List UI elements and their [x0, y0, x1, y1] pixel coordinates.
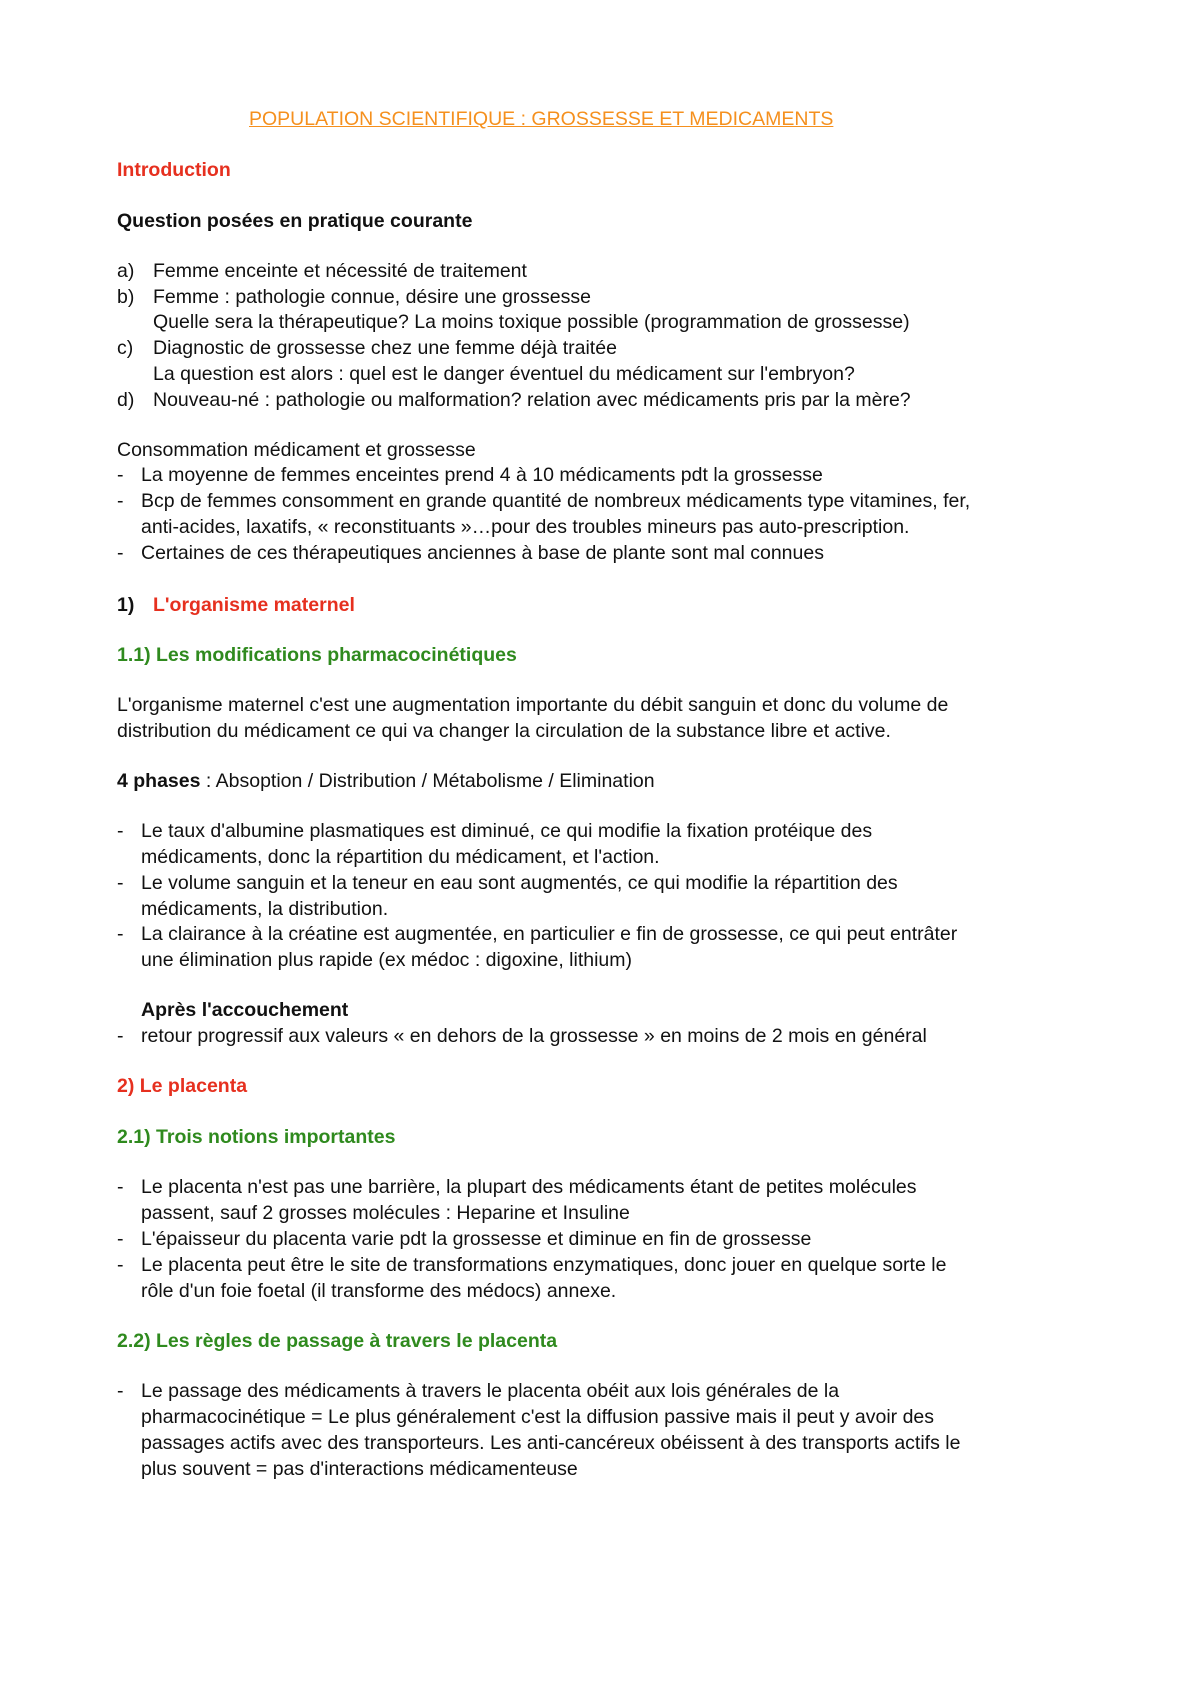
phases-label: 4 phases: [117, 770, 201, 792]
list-item: La clairance à la créatine est augmentée, en particulier e fin de grossesse, ce qui peut entrâter: [141, 923, 958, 945]
section1-number: 1): [117, 594, 135, 616]
bullet-marker: -: [117, 820, 124, 842]
section2-heading: 2) Le placenta: [117, 1075, 248, 1097]
list-item: Le taux d'albumine plasmatiques est diminué, ce qui modifie la fixation protéique des: [141, 820, 873, 842]
bullet-marker: -: [117, 542, 124, 564]
list-item-continuation: Quelle sera la thérapeutique? La moins toxique possible (programmation de grossesse): [153, 311, 910, 333]
list-item: Le placenta peut être le site de transformations enzymatiques, donc jouer en quelque sorte le: [141, 1254, 947, 1276]
section2-1-heading: 2.1) Trois notions importantes: [117, 1126, 396, 1148]
bullet-marker: -: [117, 1228, 124, 1250]
bullet-marker: -: [117, 923, 124, 945]
list-marker: d): [117, 389, 135, 411]
list-item: Femme : pathologie connue, désire une grossesse: [153, 286, 591, 308]
bullet-marker: -: [117, 490, 124, 512]
section2-2-heading: 2.2) Les règles de passage à travers le placenta: [117, 1330, 558, 1352]
list-item: retour progressif aux valeurs « en dehors de la grossesse » en moins de 2 mois en général: [141, 1025, 927, 1047]
list-item: Diagnostic de grossesse chez une femme déjà traitée: [153, 337, 617, 359]
bullet-marker: -: [117, 1025, 124, 1047]
list-item-continuation: médicaments, donc la répartition du médicament, et l'action.: [141, 846, 660, 868]
bullet-marker: -: [117, 1380, 124, 1402]
list-item: Bcp de femmes consomment en grande quantité de nombreux médicaments type vitamines, fer,: [141, 490, 971, 512]
list-item: Certaines de ces thérapeutiques anciennes à base de plante sont mal connues: [141, 542, 824, 564]
section1-1-heading: 1.1) Les modifications pharmacocinétiques: [117, 644, 517, 666]
list-marker: b): [117, 286, 135, 308]
document-title: POPULATION SCIENTIFIQUE : GROSSESSE ET MEDICAMENTS: [249, 108, 834, 130]
after-birth-heading: Après l'accouchement: [141, 999, 349, 1021]
questions-heading: Question posées en pratique courante: [117, 210, 473, 232]
list-item-continuation: rôle d'un foie foetal (il transforme des médocs) annexe.: [141, 1280, 617, 1302]
list-item-continuation: une élimination plus rapide (ex médoc : digoxine, lithium): [141, 949, 633, 971]
section1-heading: L'organisme maternel: [153, 594, 355, 616]
paragraph-line: distribution du médicament ce qui va changer la circulation de la substance libre et active.: [117, 720, 891, 742]
list-item: Le passage des médicaments à travers le placenta obéit aux lois générales de la: [141, 1380, 840, 1402]
list-item: Le placenta n'est pas une barrière, la plupart des médicaments étant de petites molécules: [141, 1176, 917, 1198]
list-item: Femme enceinte et nécessité de traitement: [153, 260, 527, 282]
list-item-continuation: passages actifs avec des transporteurs. Les anti-cancéreux obéissent à des transports actifs le: [141, 1432, 961, 1454]
consumption-heading: Consommation médicament et grossesse: [117, 439, 476, 461]
list-item: Nouveau-né : pathologie ou malformation? relation avec médicaments pris par la mère?: [153, 389, 911, 411]
list-item-continuation: anti-acides, laxatifs, « reconstituants »…pour des troubles mineurs pas auto-prescription.: [141, 516, 910, 538]
introduction-heading: Introduction: [117, 159, 231, 181]
phases-text: : Absoption / Distribution / Métabolisme / Elimination: [200, 770, 655, 792]
list-item: La moyenne de femmes enceintes prend 4 à 10 médicaments pdt la grossesse: [141, 464, 823, 486]
bullet-marker: -: [117, 1176, 124, 1198]
list-item: Le volume sanguin et la teneur en eau sont augmentés, ce qui modifie la répartition des: [141, 872, 898, 894]
list-item-continuation: médicaments, la distribution.: [141, 898, 389, 920]
bullet-marker: -: [117, 464, 124, 486]
paragraph-line: L'organisme maternel c'est une augmentation importante du débit sanguin et donc du volume de: [117, 694, 949, 716]
list-item: L'épaisseur du placenta varie pdt la grossesse et diminue en fin de grossesse: [141, 1228, 812, 1250]
list-item-continuation: passent, sauf 2 grosses molécules : Heparine et Insuline: [141, 1202, 630, 1224]
bullet-marker: -: [117, 872, 124, 894]
list-item-continuation: pharmacocinétique = Le plus généralement c'est la diffusion passive mais il peut y avoir des: [141, 1406, 935, 1428]
list-marker: a): [117, 260, 135, 282]
bullet-marker: -: [117, 1254, 124, 1276]
list-item-continuation: plus souvent = pas d'interactions médicamenteuse: [141, 1458, 578, 1480]
list-item-continuation: La question est alors : quel est le danger éventuel du médicament sur l'embryon?: [153, 363, 855, 385]
phases-line: [117, 768, 655, 794]
list-marker: c): [117, 337, 134, 359]
